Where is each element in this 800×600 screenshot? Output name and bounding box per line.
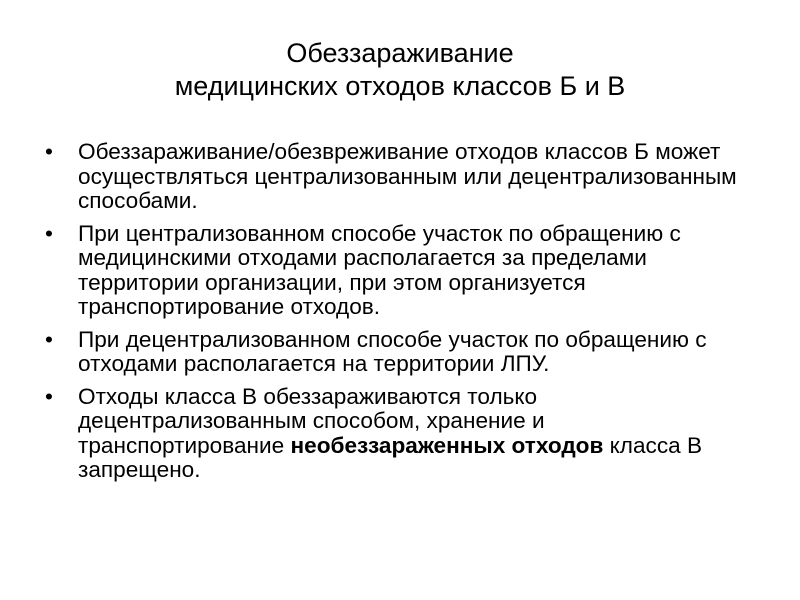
- bullet-text-3: При децентрализованном способе участок по обращению с отходами располагается на территории ЛПУ.: [78, 326, 707, 376]
- title-line-2: медицинских отходов классов Б и В: [174, 71, 626, 101]
- bullet-dot-icon: •: [45, 326, 53, 352]
- bullet-text-1: Обеззараживание/обезвреживание отходов классов Б может осуществляться централизованным или децентрализованным способами.: [78, 139, 737, 213]
- title-line-1: Обеззараживание: [286, 38, 514, 68]
- bullet-item-4: [45, 385, 755, 483]
- bullet-dot-icon: •: [45, 220, 53, 246]
- bullet-item-3: [45, 328, 755, 377]
- bullet-item-2: [45, 222, 755, 320]
- bullet-text-4-end: класса В запрещено.: [78, 432, 703, 482]
- slide-title: [0, 37, 800, 103]
- bullet-dot-icon: •: [45, 383, 53, 409]
- bullet-list: [45, 140, 755, 491]
- bullet-text-4-start: Отходы класса В обеззараживаются только децентрализованным способом, хранение и транспортирование: [78, 383, 545, 458]
- bullet-dot-icon: •: [45, 139, 53, 164]
- bullet-text-2: При централизованном способе участок по обращению с медицинскими отходами располагается за пределами территории организации, при этом организуется транспортирование отходов.: [78, 220, 681, 319]
- bullet-text-4-emphasis: необеззараженных отходов: [290, 432, 604, 458]
- bullet-item-1: [45, 140, 755, 214]
